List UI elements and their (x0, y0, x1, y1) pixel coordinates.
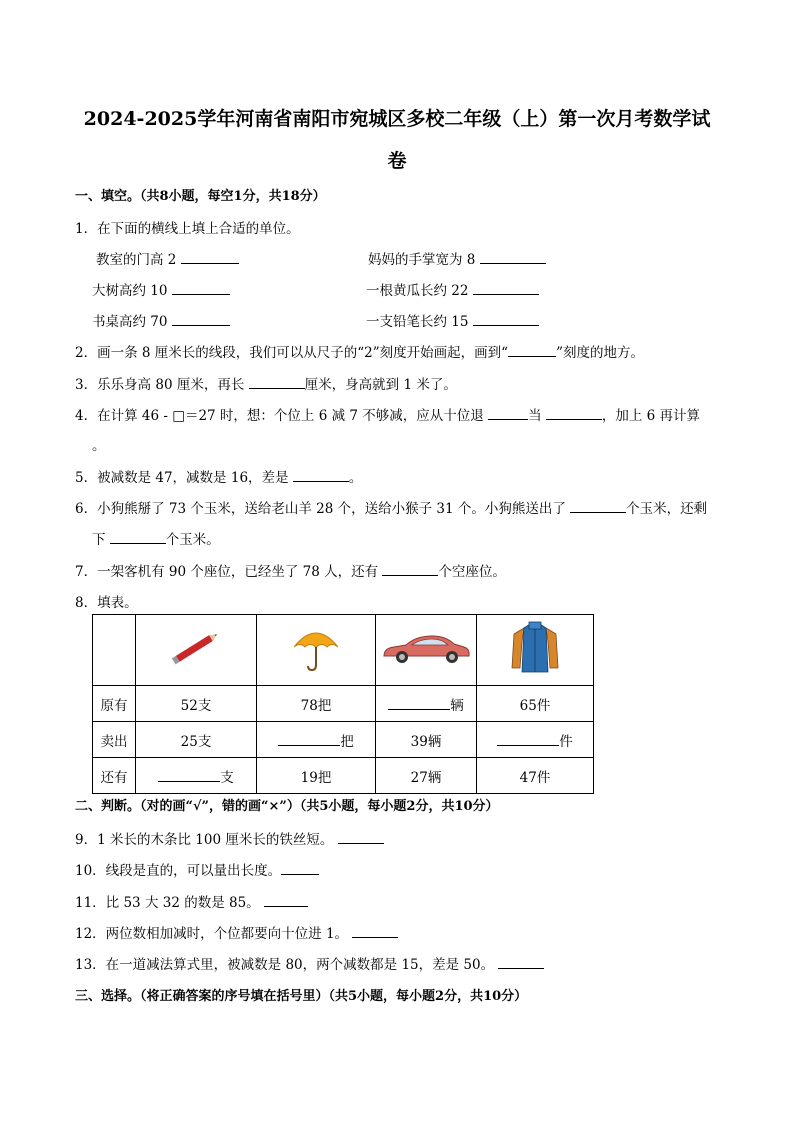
q1-item-pencil-text: 一支铅笔长约 15 (366, 314, 469, 330)
q10 (75, 859, 319, 879)
table-header-row (93, 615, 594, 686)
q4 (75, 404, 700, 424)
cell-jacket-original: 65件 (477, 686, 594, 722)
q6-text-b: 个玉米，还剩 (626, 501, 708, 517)
car-icon (380, 628, 472, 668)
cell-jacket-sold[interactable] (477, 722, 594, 758)
table-header-umbrella (257, 615, 376, 686)
table-header-jacket (477, 615, 594, 686)
section-judge-heading: 二、判断。（对的画“√”，错的画“×”）（共5小题，每小题2分，共10分） (75, 799, 499, 814)
q1-item-desk-text: 书桌高约 70 (92, 314, 168, 330)
q8-prompt: 8．填表。 (75, 595, 138, 611)
blank-umbrella-sold[interactable] (278, 733, 340, 746)
blank-jacket-sold[interactable] (497, 733, 559, 746)
q12-blank[interactable] (352, 925, 398, 938)
q1-blank-6[interactable] (473, 313, 539, 326)
pencil-icon (166, 628, 226, 668)
table-row (93, 722, 594, 758)
q5-text-a: 5．被减数是 47，减数是 16，差是 (75, 470, 293, 486)
q10-blank[interactable] (281, 862, 319, 875)
q9-blank[interactable] (338, 831, 384, 844)
cell-pencil-sold: 25支 (136, 722, 257, 758)
q7 (75, 560, 506, 580)
row-label-original: 原有 (93, 686, 136, 722)
q3-text-b: 厘米，身高就到 1 米了。 (304, 377, 457, 393)
section-fill-blank-heading: 一、填空。（共8小题，每空1分，共18分） (75, 189, 326, 204)
cell-car-sold: 39辆 (376, 722, 477, 758)
q9 (75, 828, 384, 848)
q5-blank[interactable] (293, 469, 349, 482)
q2 (75, 341, 644, 361)
unit-car-original: 辆 (450, 697, 464, 714)
q5 (75, 466, 362, 486)
cell-pencil-remaining[interactable] (136, 758, 257, 794)
q2-text-b: ”刻度的地方。 (556, 345, 644, 361)
table-row (93, 758, 594, 794)
q3 (75, 373, 457, 393)
q6-text-d: 个玉米。 (165, 532, 220, 548)
umbrella-icon (286, 623, 346, 673)
table-header-car (376, 615, 477, 686)
q2-blank[interactable] (508, 344, 556, 357)
cell-pencil-original: 52支 (136, 686, 257, 722)
q4-text-c: ，加上 6 再计算 (601, 408, 701, 424)
q1-item-palm (368, 248, 546, 268)
q1-blank-4[interactable] (473, 282, 539, 295)
cell-car-remaining: 27辆 (376, 758, 477, 794)
q4-text-a: 4．在计算 46 - □＝27 时，想：个位上 6 减 7 不够减，应从十位退 (75, 408, 489, 424)
cell-car-original[interactable] (376, 686, 477, 722)
blank-car-original[interactable] (388, 697, 450, 710)
cell-jacket-remaining: 47件 (477, 758, 594, 794)
q1-item-cucumber-text: 一根黄瓜长约 22 (366, 283, 469, 299)
exam-title-line1: 2024-2025学年河南省南阳市宛城区多校二年级（上）第一次月考数学试 (83, 108, 711, 130)
q1-item-tree (92, 279, 230, 299)
q1-item-door-text: 教室的门高 2 (96, 252, 177, 268)
q1-blank-2[interactable] (480, 251, 546, 264)
exam-title-line2: 卷 (387, 150, 407, 172)
q13 (75, 953, 544, 973)
jacket-icon (510, 620, 560, 676)
q3-blank[interactable] (249, 376, 305, 389)
unit-jacket-sold: 件 (559, 733, 573, 750)
q1-item-cucumber (366, 279, 539, 299)
row-label-remaining: 还有 (93, 758, 136, 794)
cell-umbrella-remaining: 19把 (257, 758, 376, 794)
q1-blank-5[interactable] (172, 313, 230, 326)
q11-blank[interactable] (264, 894, 308, 907)
q4-text-b: 当 (528, 408, 546, 424)
q5-text-b: 。 (348, 470, 363, 486)
q1-item-tree-text: 大树高约 10 (92, 283, 168, 299)
q6-blank-1[interactable] (570, 500, 626, 513)
cell-umbrella-original: 78把 (257, 686, 376, 722)
q1-blank-3[interactable] (172, 282, 230, 295)
q7-text-a: 7．一架客机有 90 个座位，已经坐了 78 人，还有 (75, 564, 383, 580)
q6-text-a: 6．小狗熊掰了 73 个玉米，送给老山羊 28 个，送给小猴子 31 个。小狗熊送出了 (75, 501, 571, 517)
q2-text-a: 2．画一条 8 厘米长的线段，我们可以从尺子的“2”刻度开始画起，画到“ (75, 345, 509, 361)
q4-text-d: 。 (92, 438, 106, 454)
q3-text-a: 3．乐乐身高 80 厘米，再长 (75, 377, 249, 393)
q7-blank[interactable] (382, 563, 438, 576)
section-choice-heading: 三、选择。（将正确答案的序号填在括号里）（共5小题，每小题2分，共10分） (75, 989, 528, 1004)
q13-blank[interactable] (498, 956, 544, 969)
q10-text: 10．线段是直的，可以量出长度。 (75, 863, 282, 879)
q4-blank-1[interactable] (488, 407, 528, 420)
table-header-pencil (136, 615, 257, 686)
q11 (75, 891, 308, 911)
q6-line2 (92, 528, 220, 548)
row-label-sold: 卖出 (93, 722, 136, 758)
q12-text: 12．两位数相加减时，个位都要向十位进 1。 (75, 926, 349, 942)
q6-blank-2[interactable] (110, 531, 166, 544)
q6 (75, 497, 707, 517)
table-row (93, 686, 594, 722)
table-corner-cell (93, 615, 136, 686)
q12 (75, 922, 398, 942)
q1-item-palm-text: 妈妈的手掌宽为 8 (368, 252, 476, 268)
unit-pencil-remaining: 支 (220, 769, 234, 786)
q6-text-c: 下 (92, 532, 110, 548)
unit-umbrella-sold: 把 (340, 733, 354, 750)
q13-text: 13．在一道减法算式里，被减数是 80，两个减数都是 15，差是 50。 (75, 957, 495, 973)
q11-text: 11．比 53 大 32 的数是 85。 (75, 895, 260, 911)
q1-prompt: 1．在下面的横线上填上合适的单位。 (75, 221, 300, 237)
q9-text: 9．1 米长的木条比 100 厘米长的铁丝短。 (75, 832, 334, 848)
q7-text-b: 个空座位。 (438, 564, 506, 580)
q1-item-pencil (366, 310, 539, 330)
q1-blank-1[interactable] (181, 251, 239, 264)
cell-umbrella-sold[interactable] (257, 722, 376, 758)
sales-table (92, 614, 594, 794)
blank-pencil-remaining[interactable] (158, 769, 220, 782)
q1-item-desk (92, 310, 230, 330)
q1-item-door (96, 248, 239, 268)
q4-blank-2[interactable] (546, 407, 602, 420)
